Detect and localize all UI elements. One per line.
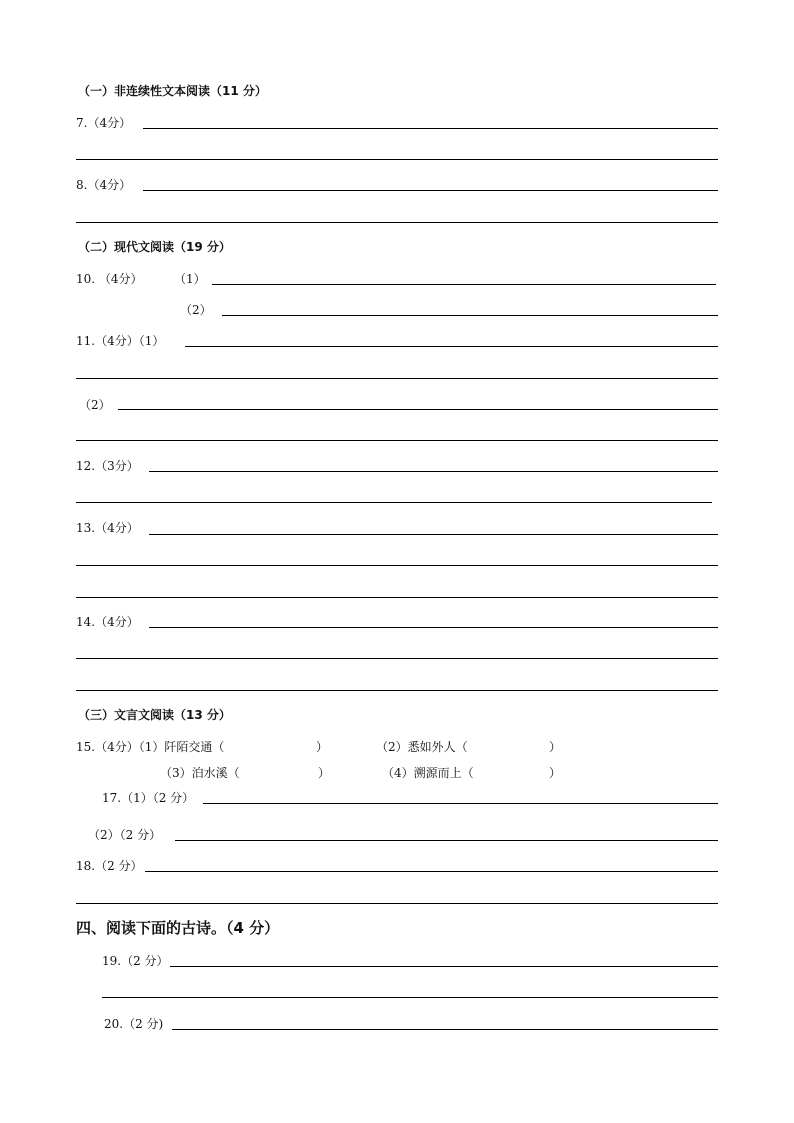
question-10-sub-2-label: （2） bbox=[180, 303, 212, 317]
question-7-label: 7.（4分） bbox=[76, 116, 132, 130]
question-14-answer-line[interactable] bbox=[76, 690, 718, 691]
question-15-2-close: ） bbox=[549, 740, 562, 754]
question-12-answer-line[interactable] bbox=[76, 502, 712, 503]
question-15-4-label: （4）溯源而上（ bbox=[382, 766, 474, 780]
question-15-3-close: ） bbox=[318, 766, 331, 780]
question-12-answer-line[interactable] bbox=[149, 471, 718, 472]
question-17-2-label: （2）（2 分） bbox=[88, 828, 162, 842]
question-11-1-answer-line[interactable] bbox=[76, 378, 718, 379]
question-14-answer-line[interactable] bbox=[76, 658, 718, 659]
question-10-2-answer-line[interactable] bbox=[222, 315, 718, 316]
question-10-sub-1-label: （1） bbox=[174, 272, 206, 286]
question-20-label: 20.（2 分) bbox=[104, 1017, 164, 1031]
section-heading-nonconsecutive-text: （一）非连续性文本阅读（11 分） bbox=[78, 84, 267, 98]
question-8-answer-line[interactable] bbox=[143, 190, 718, 191]
question-15-1-label: 15.（4分）（1）阡陌交通（ bbox=[76, 740, 225, 754]
question-13-answer-line[interactable] bbox=[76, 597, 718, 598]
question-14-answer-line[interactable] bbox=[149, 627, 718, 628]
question-8-label: 8.（4分） bbox=[76, 178, 132, 192]
question-15-1-close: ） bbox=[316, 740, 329, 754]
question-19-answer-line[interactable] bbox=[170, 966, 718, 967]
question-17-2-answer-line[interactable] bbox=[175, 840, 718, 841]
question-7-answer-line[interactable] bbox=[143, 128, 718, 129]
question-10-1-answer-line[interactable] bbox=[212, 284, 716, 285]
question-11-label: 11.（4分）（1） bbox=[76, 334, 165, 348]
section-heading-modern-reading: （二）现代文阅读（19 分） bbox=[78, 240, 231, 254]
question-18-answer-line[interactable] bbox=[76, 903, 718, 904]
question-11-1-answer-line[interactable] bbox=[185, 346, 718, 347]
question-15-3-label: （3）泊水溪（ bbox=[160, 766, 240, 780]
question-19-label: 19.（2 分） bbox=[102, 954, 169, 968]
question-13-answer-line[interactable] bbox=[76, 565, 718, 566]
question-13-label: 13.（4分） bbox=[76, 521, 139, 535]
question-18-answer-line[interactable] bbox=[145, 871, 718, 872]
section-heading-classical-chinese: （三）文言文阅读（13 分） bbox=[78, 708, 231, 722]
question-15-4-close: ） bbox=[549, 766, 562, 780]
section-heading-ancient-poem: 四、阅读下面的古诗。（4 分） bbox=[76, 919, 280, 937]
question-11-sub-2-label: （2） bbox=[79, 398, 111, 412]
question-17-1-answer-line[interactable] bbox=[203, 803, 718, 804]
question-19-answer-line[interactable] bbox=[102, 997, 718, 998]
question-14-label: 14.（4分） bbox=[76, 615, 139, 629]
question-20-answer-line[interactable] bbox=[172, 1029, 718, 1030]
question-7-answer-line[interactable] bbox=[76, 159, 718, 160]
question-11-2-answer-line[interactable] bbox=[118, 409, 718, 410]
question-13-answer-line[interactable] bbox=[149, 534, 718, 535]
question-11-2-answer-line[interactable] bbox=[76, 440, 718, 441]
question-10-label: 10. （4分） bbox=[76, 272, 143, 286]
question-15-2-label: （2）悉如外人（ bbox=[376, 740, 468, 754]
question-12-label: 12.（3分） bbox=[76, 459, 139, 473]
question-18-label: 18.（2 分） bbox=[76, 859, 143, 873]
question-17-1-label: 17.（1）（2 分） bbox=[102, 791, 195, 805]
question-8-answer-line[interactable] bbox=[76, 222, 718, 223]
